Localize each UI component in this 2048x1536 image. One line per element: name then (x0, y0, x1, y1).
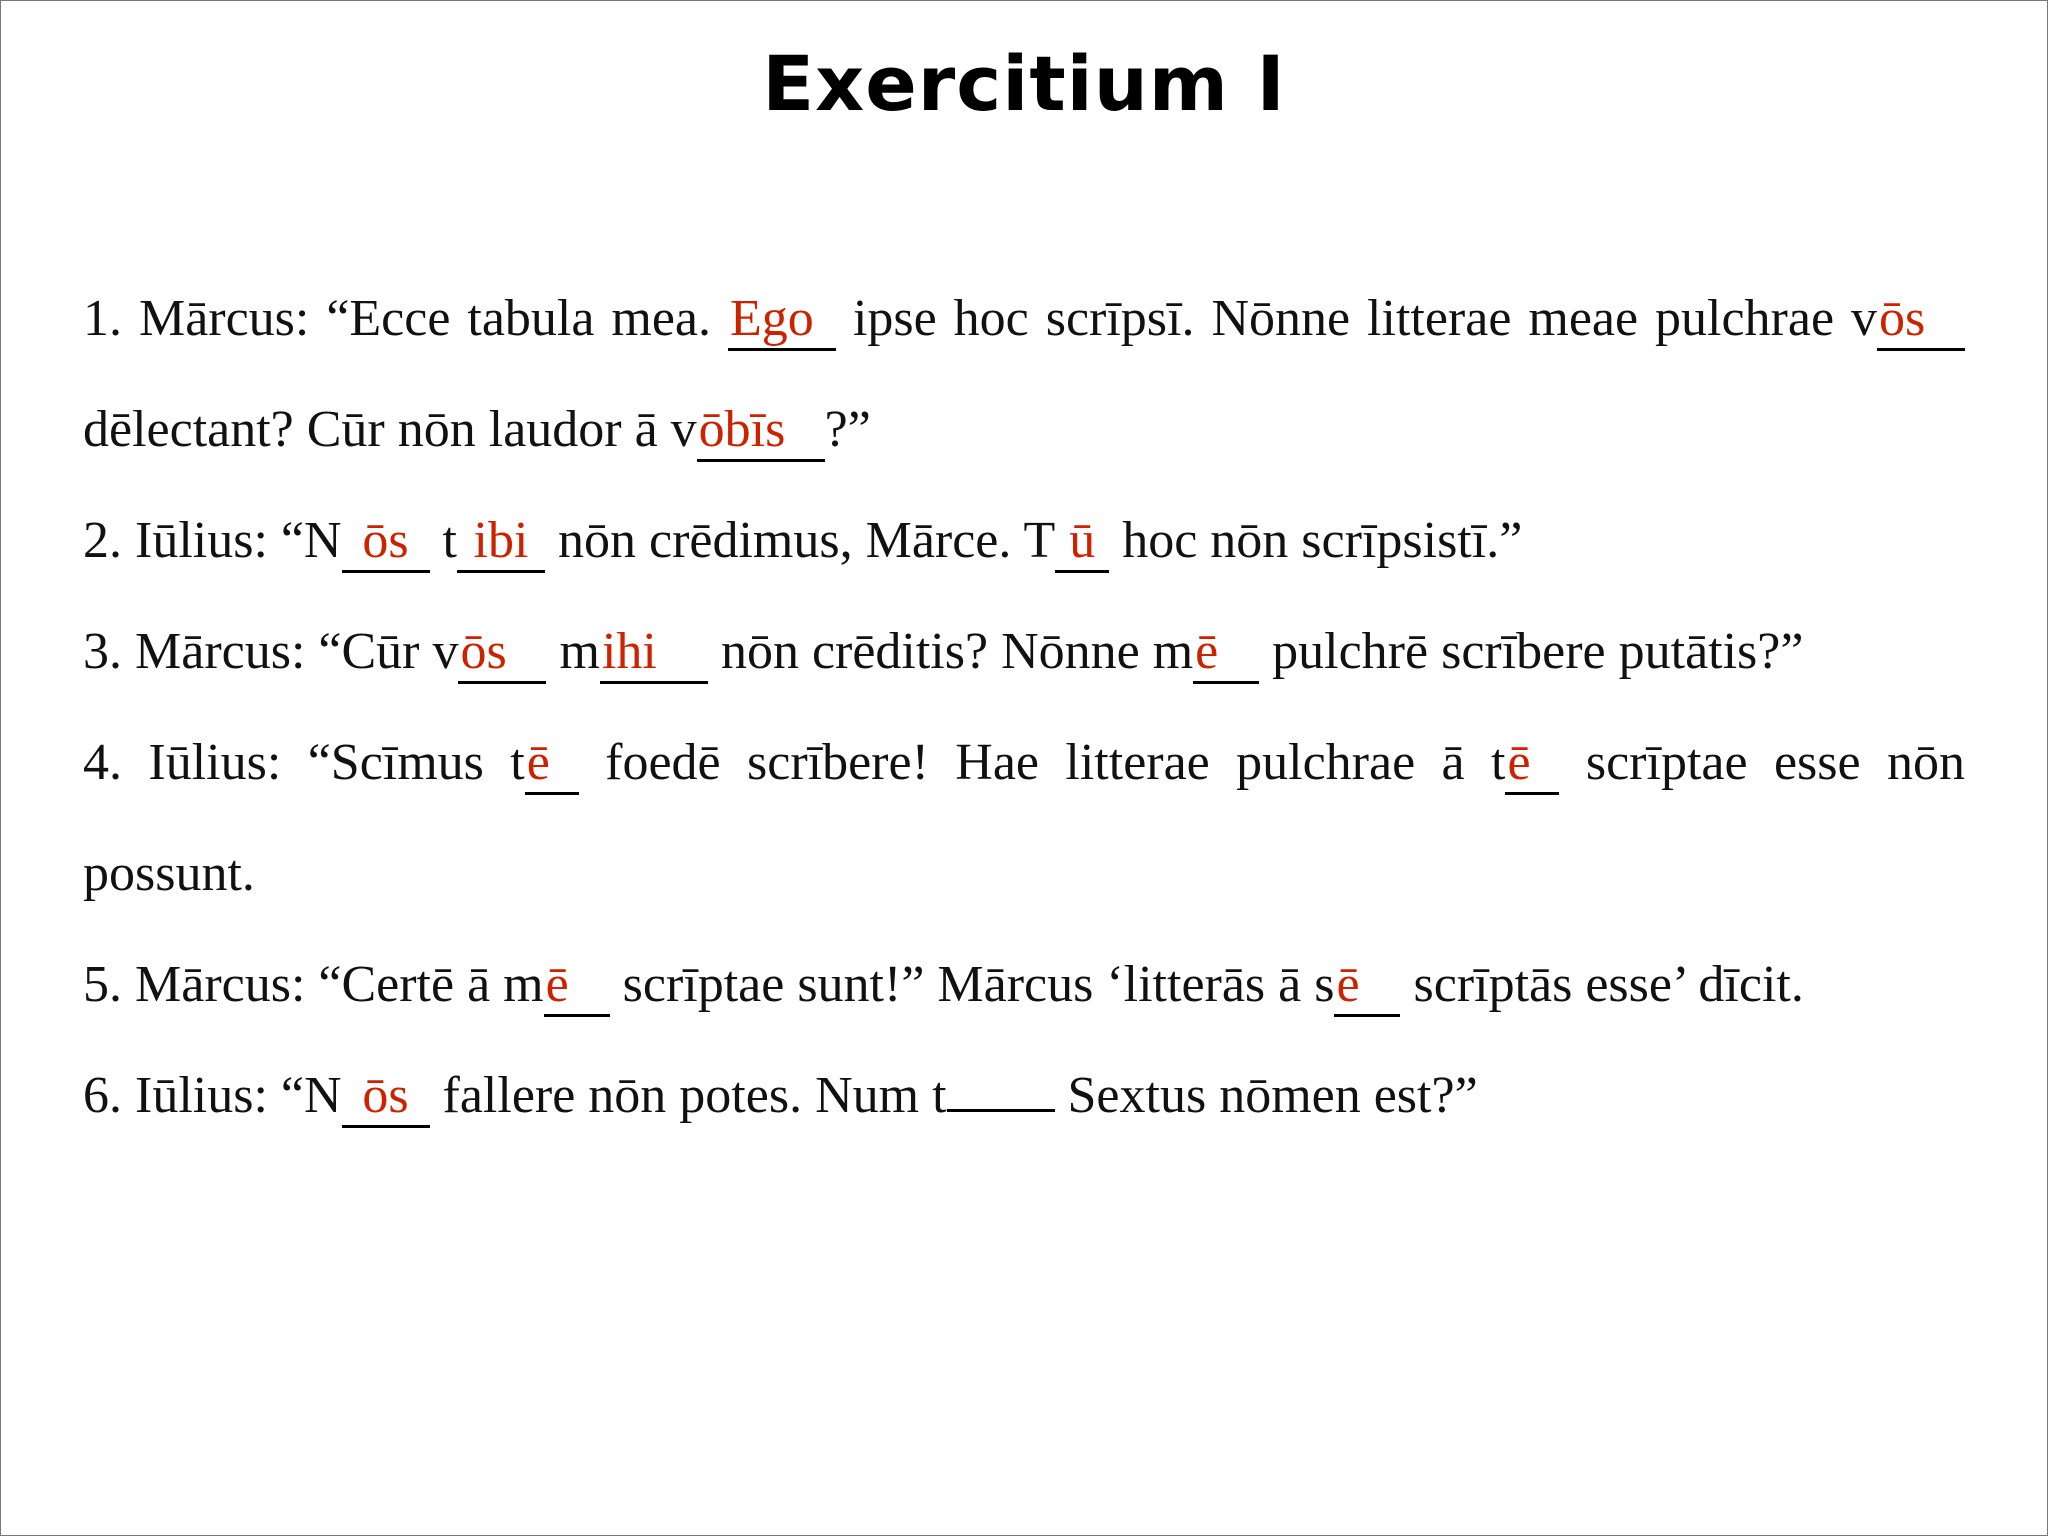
item-text: scrīptae sunt!” Mārcus ‘litterās ā s (609, 956, 1335, 1013)
item-text: m (546, 623, 600, 680)
item-text: scrīptās esse’ dīcit. (1400, 956, 1804, 1013)
item-text: ?” (824, 401, 871, 458)
answer-blank: Ego (728, 292, 836, 351)
item-text: scrīptae esse nōn possunt. (83, 734, 1965, 902)
item-text: 1. Mārcus: “Ecce tabula mea. (83, 290, 728, 347)
item-text: dēlectant? Cūr nōn laudor ā v (83, 401, 697, 458)
item-text: 3. Mārcus: “Cūr v (83, 623, 459, 680)
item-text: 5. Mārcus: “Certē ā m (83, 956, 544, 1013)
item-text: ipse hoc scrīpsī. Nōnne litterae meae pulchrae v (835, 290, 1877, 347)
item-text: fallere nōn potes. Num t (429, 1067, 947, 1124)
answer-blank: ē (1334, 958, 1400, 1017)
exercise-item-5 (83, 929, 1965, 1040)
item-text: Sextus nōmen est?” (1054, 1067, 1478, 1124)
exercise-item-2 (83, 485, 1965, 596)
answer-blank: ibi (457, 514, 545, 573)
exercise-list (83, 263, 1965, 1151)
exercise-item-4 (83, 707, 1965, 929)
answer-blank: ē (1505, 736, 1559, 795)
slide-title: Exercitium I (762, 39, 1286, 128)
answer-blank: ē (525, 736, 579, 795)
item-text: 6. Iūlius: “N (83, 1067, 342, 1124)
answer-blank: ōs (1877, 292, 1965, 351)
item-text: hoc nōn scrīpsistī.” (1109, 512, 1523, 569)
item-text: foedē scrībere! Hae litterae pulchrae ā t (578, 734, 1506, 791)
answer-blank: ē (1193, 625, 1259, 684)
item-text: 2. Iūlius: “N (83, 512, 342, 569)
item-text: nōn crēdimus, Mārce. T (544, 512, 1056, 569)
item-text: 4. Iūlius: “Scīmus t (83, 734, 525, 791)
answer-blank: ōbīs (697, 403, 825, 462)
exercise-item-6 (83, 1040, 1965, 1151)
item-text: nōn crēditis? Nōnne m (707, 623, 1194, 680)
answer-blank (947, 1053, 1055, 1112)
exercise-item-1 (83, 263, 1965, 485)
item-text: t (429, 512, 457, 569)
answer-blank: ōs (342, 1069, 430, 1128)
answer-blank: ē (544, 958, 610, 1017)
exercise-item-3 (83, 596, 1965, 707)
answer-blank: ihi (600, 625, 708, 684)
item-text: pulchrē scrībere putātis?” (1259, 623, 1804, 680)
answer-blank: ōs (458, 625, 546, 684)
answer-blank: ū (1055, 514, 1109, 573)
answer-blank: ōs (342, 514, 430, 573)
